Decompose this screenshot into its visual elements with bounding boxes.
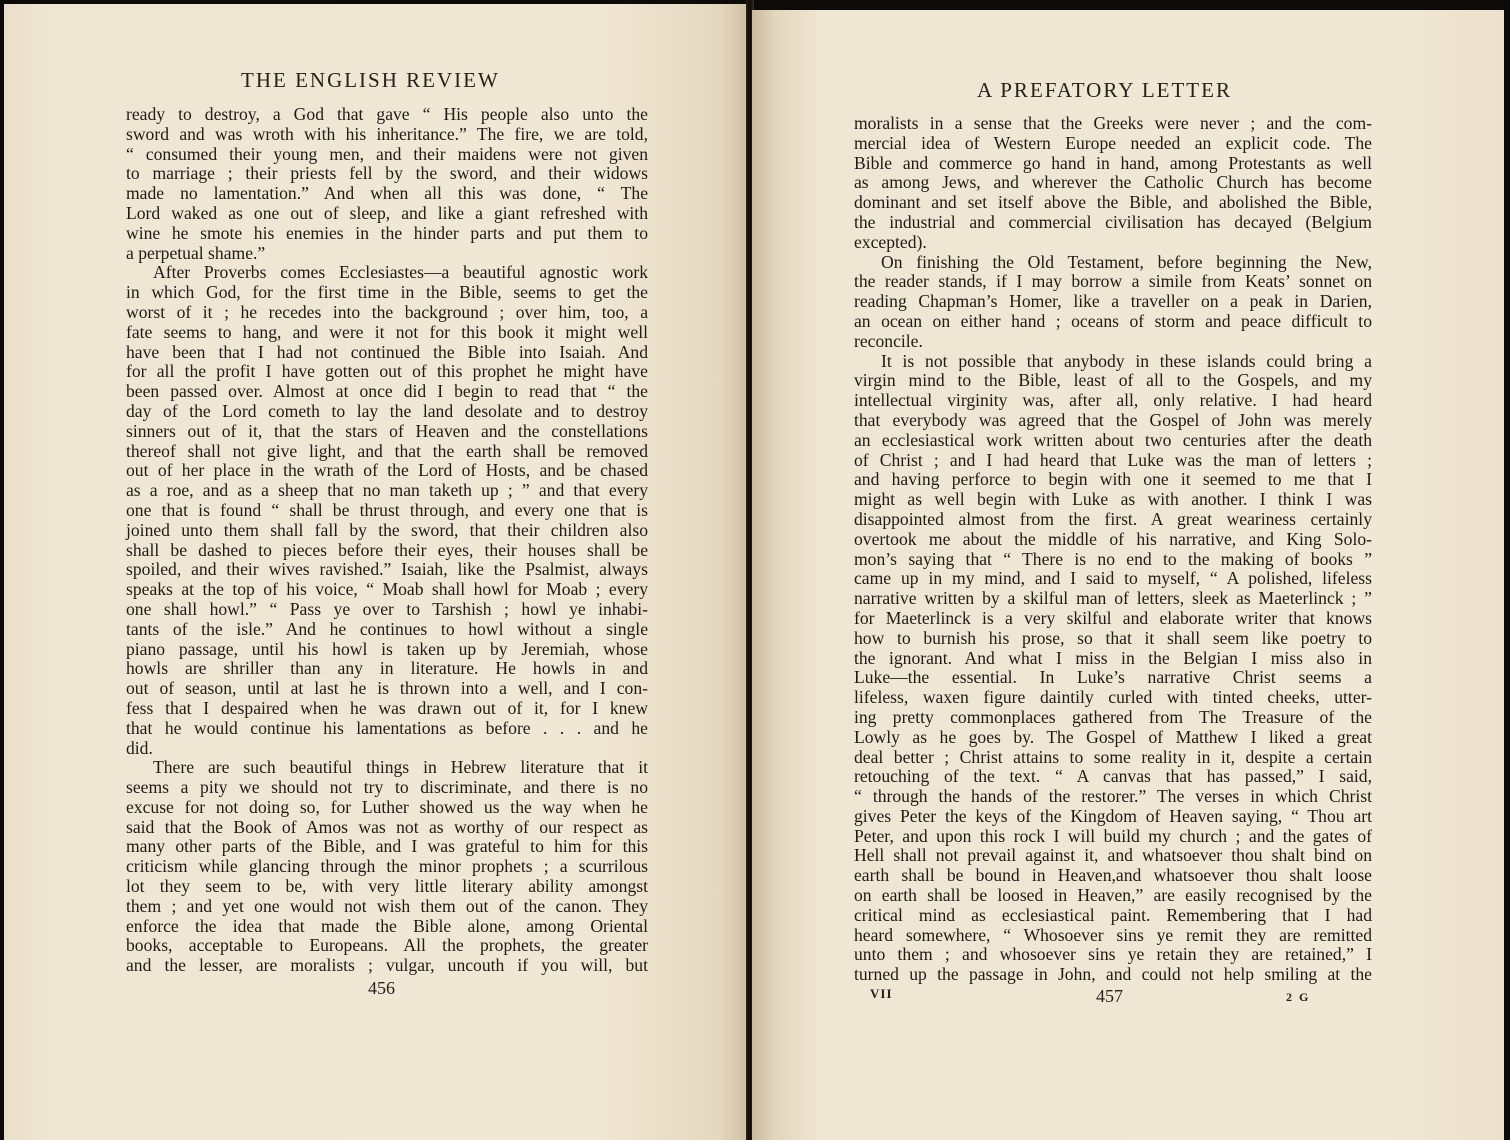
text-line: for Maeterlinck is a very skilful and elaborate writer that knows: [854, 607, 1372, 628]
text-line: excepted).: [854, 231, 927, 252]
text-line: disappointed almost from the first. A great weariness certainly: [854, 508, 1372, 529]
left-page-text: [126, 105, 648, 976]
signature-mark-right: 2 G: [1286, 990, 1311, 1004]
text-line: Peter, and upon this rock I will build my church ; and the gates of: [854, 825, 1372, 846]
text-line: ready to destroy, a God that gave “ His people also unto the: [126, 104, 648, 124]
text-line: an ocean on either hand ; oceans of storm and peace difficult to: [854, 310, 1372, 331]
text-line: as among Jews, and wherever the Catholic Church has become: [854, 172, 1372, 193]
text-line: turned up the passage in John, and could not help smiling at the: [854, 964, 1372, 985]
text-line: mon’s saying that “ There is no end to the making of books ”: [854, 548, 1372, 569]
text-line: to marriage ; their priests fell by the sword, and their widows: [126, 163, 648, 184]
text-line: did.: [126, 737, 153, 758]
text-line: been passed over. Almost at once did I begin to read that “ the: [126, 381, 648, 402]
text-line: out of her place in the wrath of the Lord of Hosts, and be chased: [126, 460, 648, 481]
text-line: lifeless, waxen figure daintily curled with tinted cheeks, utter-: [854, 687, 1372, 708]
text-line: the ignorant. And what I miss in the Belgian I miss also in: [854, 647, 1372, 668]
text-line: There are such beautiful things in Hebrew literature that it: [153, 757, 648, 778]
text-line: earth shall be bound in Heaven,and whatsoever thou shalt loose: [854, 865, 1372, 886]
text-line: books, acceptable to Europeans. All the prophets, the greater: [126, 935, 648, 956]
left-page: [4, 4, 748, 1140]
text-line: “ through the hands of the restorer.” The verses in which Christ: [854, 786, 1372, 807]
text-line: of Christ ; and I had heard that Luke was the man of letters ;: [854, 449, 1372, 470]
text-line: spoiled, and their wives ravished.” Isaiah, like the Psalmist, always: [126, 559, 648, 580]
text-line: intellectual virginity was, after all, only relative. I had heard: [854, 390, 1372, 411]
text-line: heard somewhere, “ Whosoever sins ye remit they are remitted: [854, 924, 1372, 945]
text-line: worst of it ; he recedes into the background ; over him, too, a: [126, 301, 648, 322]
text-line: and having perforce to begin with one it seemed to me that I: [854, 469, 1372, 490]
text-line: shall be dashed to pieces before their eyes, their houses shall be: [126, 539, 648, 560]
text-line: virgin mind to the Bible, least of all to the Gospels, and my: [854, 370, 1372, 391]
text-line: many other parts of the Bible, and I was grateful to him for this: [126, 836, 648, 857]
text-line: moralists in a sense that the Greeks were never ; and the com-: [854, 113, 1372, 133]
text-line: made no lamentation.” And when all this was done, “ The: [126, 183, 648, 204]
text-line: Hell shall not prevail against it, and whatsoever thou shalt bind on: [854, 845, 1372, 866]
text-line: and the lesser, are moralists ; vulgar, uncouth if you will, but: [126, 955, 648, 976]
text-line: gives Peter the keys of the Kingdom of Heaven saying, “ Thou art: [854, 805, 1372, 826]
text-line: narrative written by a skilful man of letters, sleek as Maeterlinck ; ”: [854, 588, 1372, 609]
text-line: out of season, until at last he is thrown into a well, and I con-: [126, 678, 648, 699]
text-line: speaks at the top of his voice, “ Moab shall howl for Moab ; every: [126, 579, 648, 600]
text-line: the industrial and commercial civilisation has decayed (Belgium: [854, 211, 1372, 232]
text-line: reconcile.: [854, 330, 923, 351]
text-line: Bible and commerce go hand in hand, among Protestants as well: [854, 152, 1372, 173]
text-line: It is not possible that anybody in these islands could bring a: [881, 350, 1372, 371]
text-line: deal better ; Christ attains to some reality in it, despite a certain: [854, 746, 1372, 767]
text-line: sinners out of it, that the stars of Heaven and the constellations: [126, 420, 648, 441]
text-line: Luke—the essential. In Luke’s narrative Christ seems a: [854, 667, 1372, 688]
text-line: After Proverbs comes Ecclesiastes—a beautiful agnostic work: [153, 262, 648, 283]
text-line: Lord waked as one out of sleep, and like a giant refreshed with: [126, 202, 648, 223]
text-line: retouching of the text. “ A canvas that has passed,” I said,: [854, 766, 1372, 787]
text-line: sword and was wroth with his inheritance.” The fire, we are told,: [126, 123, 648, 144]
text-line: have been that I had not continued the Bible into Isaiah. And: [126, 341, 648, 362]
text-line: day of the Lord cometh to lay the land desolate and to destroy: [126, 400, 648, 421]
text-line: seems a pity we should not try to discriminate, and there is no: [126, 777, 648, 798]
text-line: fate seems to hang, and were it not for this book it might well: [126, 321, 648, 342]
text-line: as a roe, and as a sheep that no man taketh up ; ” and that every: [126, 480, 648, 501]
text-line: tants of the isle.” And he continues to howl without a single: [126, 618, 648, 639]
text-line: in which God, for the first time in the Bible, seems to get the: [126, 282, 648, 303]
text-line: piano passage, until his howl is taken up by Jeremiah, whose: [126, 638, 648, 659]
text-line: a perpetual shame.”: [126, 242, 266, 263]
text-line: an ecclesiastical work written about two centuries after the death: [854, 429, 1372, 450]
text-line: mercial idea of Western Europe needed an explicit code. The: [854, 132, 1372, 153]
text-line: one shall howl.” “ Pass ye over to Tarshish ; howl ye inhabi-: [126, 598, 648, 619]
text-line: that he would continue his lamentations as before . . . and he: [126, 717, 648, 738]
running-head-right: A PREFATORY LETTER: [977, 78, 1232, 102]
text-line: excuse for not doing so, for Luther showed us the way when he: [126, 796, 648, 817]
text-line: dominant and set itself above the Bible, and abolished the Bible,: [854, 192, 1372, 213]
text-line: thereof shall not give light, and that the earth shall be removed: [126, 440, 648, 461]
text-line: “ consumed their young men, and their maidens were not given: [126, 143, 648, 164]
text-line: howls are shriller than any in literature. He howls in and: [126, 658, 648, 679]
text-line: On finishing the Old Testament, before beginning the New,: [881, 251, 1372, 272]
text-line: Lowly as he goes by. The Gospel of Matthew I liked a great: [854, 726, 1372, 747]
signature-mark-left: VII: [870, 986, 893, 1001]
text-line: the reader stands, if I may borrow a simile from Keats’ sonnet on: [854, 271, 1372, 292]
running-head-left: THE ENGLISH REVIEW: [241, 68, 500, 92]
text-line: wine he smote his enemies in the hinder parts and put them to: [126, 222, 648, 243]
text-line: how to burnish his prose, so that it shall seem like poetry to: [854, 627, 1372, 648]
text-line: fess that I despaired when he was drawn out of it, for I knew: [126, 697, 648, 718]
text-line: reading Chapman’s Homer, like a traveller on a peak in Darien,: [854, 291, 1372, 312]
text-line: criticism while glancing through the minor prophets ; a scurrilous: [126, 856, 648, 877]
text-line: that everybody was agreed that the Gospel of John was merely: [854, 409, 1372, 430]
page-number-left: 456: [368, 978, 395, 998]
text-line: overtook me about the middle of his narrative, and King Solo-: [854, 528, 1372, 549]
text-line: critical mind as ecclesiastical paint. Remembering that I had: [854, 904, 1372, 925]
text-line: on earth shall be loosed in Heaven,” are easily recognised by the: [854, 885, 1372, 906]
text-line: unto them ; and whosoever sins ye retain they are retained,” I: [854, 944, 1372, 965]
right-page: [752, 10, 1504, 1140]
text-line: lot they seem to be, with very little literary ability amongst: [126, 876, 648, 897]
text-line: for all the profit I have gotten out of this prophet he might have: [126, 361, 648, 382]
text-line: one that is found “ shall be thrust through, and every one that is: [126, 499, 648, 520]
text-line: ing pretty commonplaces gathered from The Treasure of the: [854, 706, 1372, 727]
text-line: came up in my mind, and I said to myself, “ A polished, lifeless: [854, 568, 1372, 589]
text-line: them ; and yet one would not wish them out of the canon. They: [126, 895, 648, 916]
text-line: joined unto them shall fall by the sword, that their children also: [126, 519, 648, 540]
text-line: might as well begin with Luke as with another. I think I was: [854, 489, 1372, 510]
text-line: said that the Book of Amos was not as worthy of our respect as: [126, 816, 648, 837]
page-number-right: 457: [1096, 986, 1123, 1006]
text-line: enforce the idea that made the Bible alone, among Oriental: [126, 915, 648, 936]
right-page-text: [854, 114, 1372, 985]
